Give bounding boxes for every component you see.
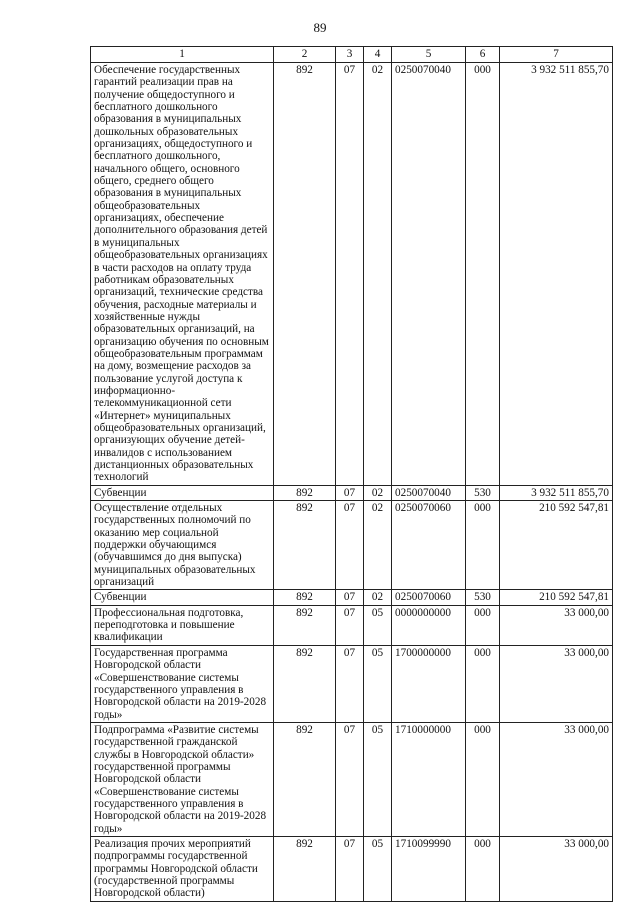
table-row [91,590,613,605]
cell-c2: 892 [274,645,336,722]
table-row [91,605,613,645]
cell-c7: 33 000,00 [500,645,613,722]
cell-c3: 07 [336,836,364,901]
row-name: Государственная программа Новгородской области «Совершенствование системы государственного управления в Новгородской области на 2019-2028 годы» [91,645,274,722]
table-header-row [91,47,613,63]
table-row [91,836,613,901]
cell-c3: 07 [336,590,364,605]
cell-c6: 530 [466,485,500,500]
cell-c7: 33 000,00 [500,722,613,836]
row-name: Субвенции [91,485,274,500]
cell-c7: 3 932 511 855,70 [500,63,613,486]
cell-c5: 0250070060 [392,501,466,590]
cell-c3: 07 [336,63,364,486]
cell-c4: 05 [364,645,392,722]
cell-c2: 892 [274,501,336,590]
cell-c6: 000 [466,501,500,590]
cell-c6: 000 [466,722,500,836]
cell-c4: 02 [364,485,392,500]
cell-c5: 0250070040 [392,63,466,486]
header-cell: 4 [364,47,392,63]
cell-c3: 07 [336,485,364,500]
cell-c3: 07 [336,722,364,836]
row-name: Субвенции [91,590,274,605]
cell-c2: 892 [274,485,336,500]
cell-c2: 892 [274,590,336,605]
cell-c4: 02 [364,501,392,590]
cell-c3: 07 [336,605,364,645]
header-cell: 3 [336,47,364,63]
row-name: Обеспечение государственных гарантий реализации прав на получение общедоступного и бесплатного дошкольного образования в муниципальных дошкольных образовательных организациях, общедоступного и бесплатного дошкольного, начального общего, основного общего, среднего общего образования в муниципальных общеобразовательных организациях, обеспечение дополнительного образования детей в муниципальных общеобразовательных организациях в части расходов на оплату труда работникам образовательных организаций, технические средства обучения, расходные материалы и хозяйственные нужды образовательных организаций, на организацию обучения по основным общеобразовательным программам на дому, возмещение расходов за пользование услугой доступа к информационно-телекоммуникационной сети «Интернет» муниципальных общеобразовательных организаций, организующих обучение детей-инвалидов с использованием дистанционных образовательных технологий [91,63,274,486]
cell-c7: 210 592 547,81 [500,590,613,605]
cell-c6: 000 [466,645,500,722]
table-row [91,485,613,500]
cell-c5: 1710000000 [392,722,466,836]
budget-table [90,46,613,902]
row-name: Осуществление отдельных государственных полномочий по оказанию мер социальной поддержки обучающимся (обучавшимся до дня выпуска) муниципальных образовательных организаций [91,501,274,590]
cell-c5: 0250070060 [392,590,466,605]
header-cell: 5 [392,47,466,63]
cell-c4: 02 [364,63,392,486]
row-name: Подпрограмма «Развитие системы государственной гражданской службы в Новгородской области» государственной программы Новгородской области «Совершенствование системы государственного управления в Новгородской области на 2019-2028 годы» [91,722,274,836]
header-cell: 6 [466,47,500,63]
cell-c2: 892 [274,722,336,836]
cell-c6: 530 [466,590,500,605]
cell-c3: 07 [336,645,364,722]
table-row [91,645,613,722]
cell-c3: 07 [336,501,364,590]
header-cell: 1 [91,47,274,63]
cell-c6: 000 [466,836,500,901]
cell-c2: 892 [274,63,336,486]
cell-c4: 05 [364,605,392,645]
header-cell: 2 [274,47,336,63]
row-name: Реализация прочих мероприятий подпрограммы государственной программы Новгородской области (государственной программы Новгородской области) [91,836,274,901]
cell-c5: 1700000000 [392,645,466,722]
cell-c5: 1710099990 [392,836,466,901]
cell-c2: 892 [274,836,336,901]
table-body [91,47,613,902]
cell-c7: 33 000,00 [500,836,613,901]
cell-c5: 0250070040 [392,485,466,500]
table-row [91,501,613,590]
page-number: 89 [313,20,327,35]
cell-c2: 892 [274,605,336,645]
table-row [91,722,613,836]
cell-c4: 05 [364,836,392,901]
cell-c6: 000 [466,63,500,486]
cell-c4: 05 [364,722,392,836]
row-name: Профессиональная подготовка, переподготовка и повышение квалификации [91,605,274,645]
header-cell: 7 [500,47,613,63]
cell-c7: 210 592 547,81 [500,501,613,590]
table-row [91,63,613,486]
cell-c7: 33 000,00 [500,605,613,645]
cell-c6: 000 [466,605,500,645]
cell-c4: 02 [364,590,392,605]
cell-c7: 3 932 511 855,70 [500,485,613,500]
cell-c5: 0000000000 [392,605,466,645]
